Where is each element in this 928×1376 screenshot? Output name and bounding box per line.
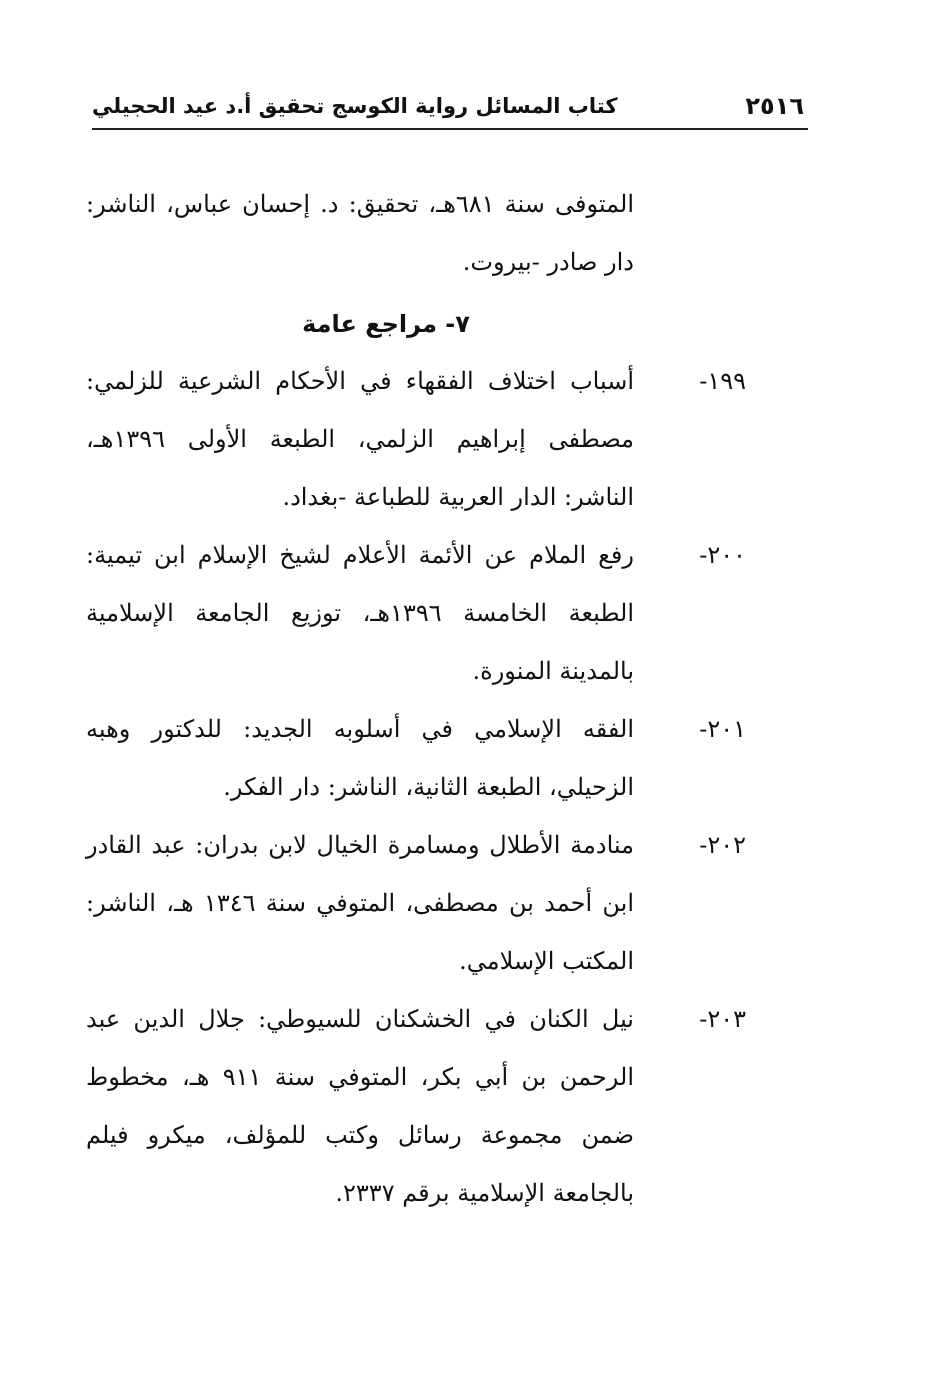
page-body <box>86 175 746 1222</box>
reference-entry <box>86 816 746 990</box>
reference-number: ٢٠٠- <box>699 541 746 569</box>
reference-text: رفع الملام عن الأئمة الأعلام لشيخ الإسلام ابن تيمية: الطبعة الخامسة ١٣٩٦هـ، توزيع الجامعة الإسلامية بالمدينة المنورة. <box>86 541 635 685</box>
running-title: كتاب المسائل رواية الكوسج تحقيق أ.د عيد الحجيلي <box>92 94 618 118</box>
reference-number: ٢٠٣- <box>699 1005 746 1033</box>
reference-number: ١٩٩- <box>699 367 746 395</box>
reference-entry <box>86 990 746 1222</box>
reference-text: نيل الكنان في الخشكنان للسيوطي: جلال الدين عبد الرحمن بن أبي بكر، المتوفي سنة ٩١١ هـ، مخطوط ضمن مجموعة رسائل وكتب للمؤلف، ميكرو فيلم بالجامعة الإسلامية برقم ٢٣٣٧. <box>86 1005 635 1207</box>
page-header <box>92 88 810 124</box>
page-number: ٢٥١٦ <box>745 92 804 120</box>
section-heading: ٧- مراجع عامة <box>302 310 470 338</box>
reference-number: ٢٠٢- <box>699 831 746 859</box>
reference-entry <box>86 352 746 526</box>
reference-text: أسباب اختلاف الفقهاء في الأحكام الشرعية للزلمي: مصطفى إبراهيم الزلمي، الطبعة الأولى ١٣٩٦هـ، الناشر: الدار العربية للطباعة -بغداد. <box>86 367 634 511</box>
continuation-paragraph: المتوفى سنة ٦٨١هـ، تحقيق: د. إحسان عباس، الناشر: دار صادر -بيروت. <box>86 190 635 276</box>
reference-entry <box>86 526 746 700</box>
reference-text: منادمة الأطلال ومسامرة الخيال لابن بدران: عبد القادر ابن أحمد بن مصطفى، المتوفي سنة ١٣٤٦ هـ، الناشر: المكتب الإسلامي. <box>86 831 634 975</box>
header-rule <box>92 128 808 130</box>
reference-text: الفقه الإسلامي في أسلوبه الجديد: للدكتور وهبه الزحيلي، الطبعة الثانية، الناشر: دار الفكر. <box>86 715 634 801</box>
reference-entry <box>86 700 746 816</box>
reference-number: ٢٠١- <box>699 715 746 743</box>
